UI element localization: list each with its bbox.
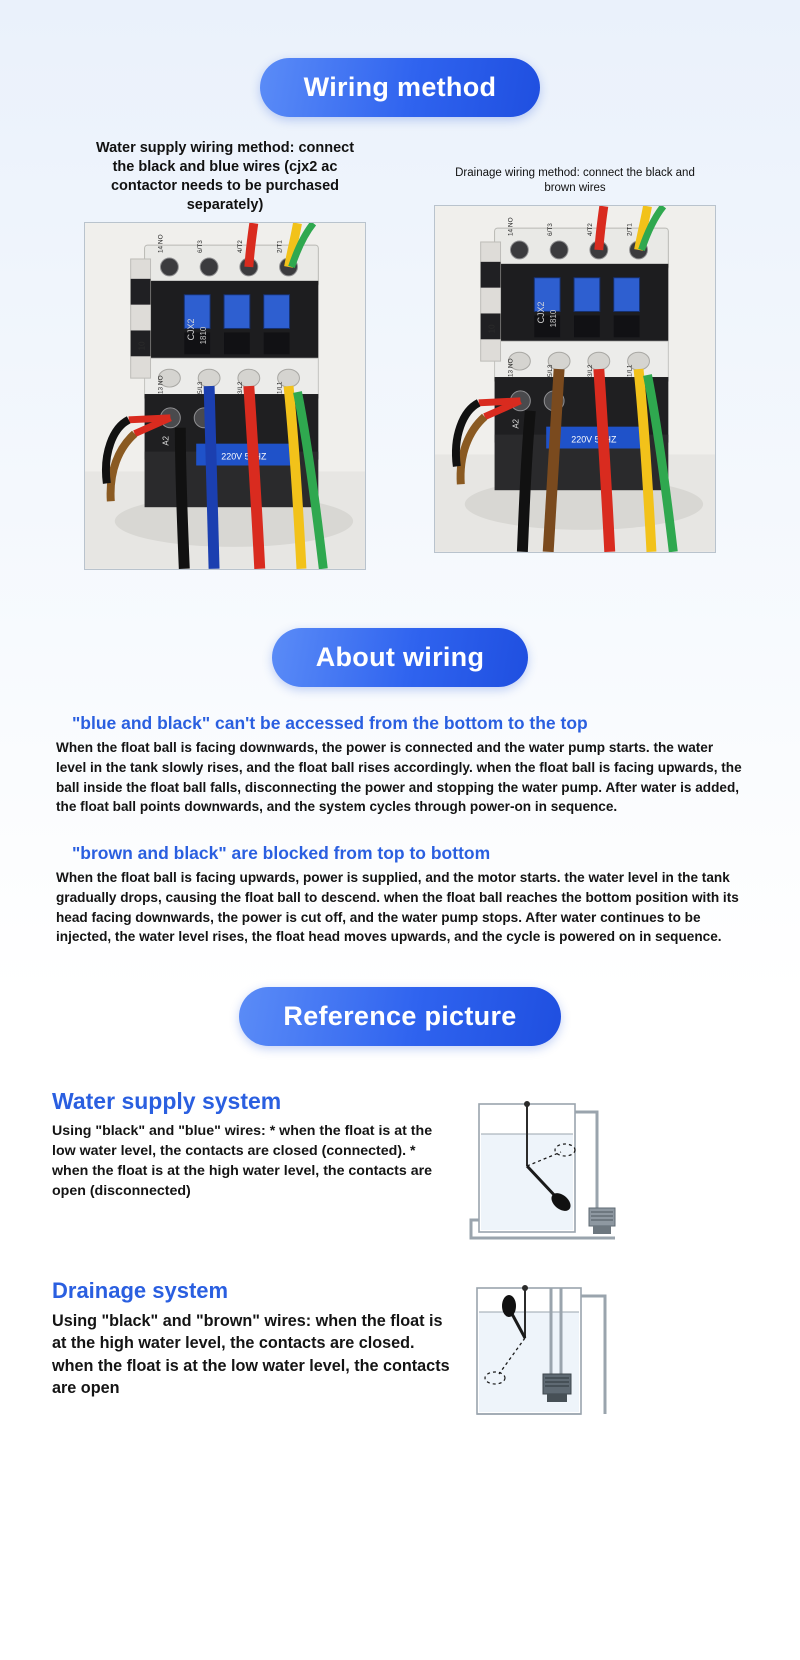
reference-heading-water-supply: Water supply system bbox=[52, 1088, 282, 1114]
wiring-photo-caption-water-supply: Water supply wiring method: connect the black and blue wires (cjx2 ac contactor needs to be purchased separately) bbox=[95, 140, 355, 213]
svg-text:1810: 1810 bbox=[199, 327, 209, 345]
about-wiring-heading-2: "brown and black" are blocked from top to bottom bbox=[72, 843, 491, 864]
reference-item-water-supply-text bbox=[50, 1088, 455, 1202]
svg-text:3/L2: 3/L2 bbox=[586, 364, 594, 378]
svg-text:13 NO: 13 NO bbox=[507, 358, 515, 378]
svg-text:CJX2: CJX2 bbox=[536, 301, 547, 324]
about-wiring-body bbox=[56, 713, 744, 947]
contactor-illustration-drainage bbox=[435, 206, 715, 552]
reference-paragraph-water-supply: Using "black" and "blue" wires: * when the float is at the low water level, the contacts are closed (connected). * when the float is at the high water level, the contacts are open (disconnected) bbox=[52, 1123, 433, 1200]
wiring-photo-water-supply bbox=[84, 222, 366, 570]
svg-text:1810: 1810 bbox=[549, 309, 559, 328]
about-wiring-block-2 bbox=[56, 843, 744, 947]
svg-text:220V 50HZ: 220V 50HZ bbox=[571, 434, 617, 445]
svg-text:4/T2: 4/T2 bbox=[586, 223, 594, 237]
svg-text:4/T2: 4/T2 bbox=[236, 240, 244, 254]
svg-text:5/L3: 5/L3 bbox=[547, 364, 555, 378]
svg-text:1/L1: 1/L1 bbox=[626, 364, 634, 378]
about-wiring-paragraph-1: When the float ball is facing downwards, the power is connected and the water pump starts. the water level in the tank slowly rises, and the float ball rises accordingly. when the float ball is facing upwards, the ball inside the float ball falls, disconnecting the power and stopping the water pump. After water is added, the float ball points downwards, and the system cycles through power-on in sequence. bbox=[56, 740, 742, 815]
about-wiring-title-wrap bbox=[0, 628, 800, 687]
about-wiring-section bbox=[0, 628, 800, 947]
about-wiring-paragraph-2: When the float ball is facing upwards, power is supplied, and the motor starts. the water level in the tank gradually drops, causing the float ball to descend. when the float ball reaches the bottom position with its head facing downwards, the power is cut off, and the water pump stops. After water continues to be injected, the water level rises, the float head moves upwards, and the cycle is powered on in sequence. bbox=[56, 870, 739, 945]
svg-text:14 NO: 14 NO bbox=[157, 234, 165, 254]
about-wiring-heading-1: "blue and black" can't be accessed from the bottom to the top bbox=[72, 713, 588, 734]
reference-picture-section bbox=[0, 987, 800, 1428]
water-supply-tank-diagram bbox=[465, 1088, 625, 1248]
drainage-tank-diagram bbox=[465, 1278, 625, 1428]
wiring-photo-caption-drainage: Drainage wiring method: connect the black and brown wires bbox=[455, 166, 695, 195]
svg-text:10: 10 bbox=[487, 324, 497, 334]
reference-item-water-supply bbox=[50, 1088, 750, 1248]
svg-text:3/L2: 3/L2 bbox=[236, 381, 244, 395]
svg-text:220V 50HZ: 220V 50HZ bbox=[221, 451, 267, 462]
wiring-photo-drainage bbox=[434, 205, 716, 553]
wiring-photo-col-water-supply bbox=[84, 139, 366, 570]
svg-text:6/T3: 6/T3 bbox=[547, 223, 555, 237]
wiring-method-section bbox=[0, 58, 800, 570]
svg-text:5/L3: 5/L3 bbox=[197, 381, 205, 395]
reference-item-drainage bbox=[50, 1278, 750, 1428]
reference-paragraph-drainage: Using "black" and "brown" wires: when the float is at the high water level, the contacts are closed. when the float is at the low water level, the contacts are open bbox=[52, 1312, 450, 1398]
reference-figure-drainage bbox=[465, 1278, 625, 1428]
reference-picture-title-wrap bbox=[0, 987, 800, 1046]
about-wiring-block-1 bbox=[56, 713, 744, 817]
svg-text:A2: A2 bbox=[511, 418, 521, 429]
wiring-method-title-wrap bbox=[0, 58, 800, 117]
svg-text:2/T1: 2/T1 bbox=[276, 240, 284, 254]
svg-text:CJX2: CJX2 bbox=[186, 318, 197, 341]
reference-picture-title: Reference picture bbox=[239, 987, 560, 1046]
svg-text:10: 10 bbox=[137, 341, 147, 351]
reference-heading-drainage: Drainage system bbox=[52, 1278, 229, 1303]
reference-figure-water-supply bbox=[465, 1088, 625, 1248]
contactor-illustration-water-supply bbox=[85, 223, 365, 569]
svg-text:6/T3: 6/T3 bbox=[197, 240, 205, 254]
svg-text:14 NO: 14 NO bbox=[507, 217, 515, 237]
wiring-method-title: Wiring method bbox=[260, 58, 541, 117]
about-wiring-title: About wiring bbox=[272, 628, 529, 687]
svg-text:A2: A2 bbox=[161, 436, 171, 447]
svg-text:13 NO: 13 NO bbox=[157, 375, 165, 395]
reference-item-drainage-text bbox=[50, 1278, 455, 1399]
wiring-photo-col-drainage bbox=[434, 139, 716, 570]
wiring-photo-row bbox=[0, 139, 800, 570]
svg-text:2/T1: 2/T1 bbox=[626, 223, 634, 237]
svg-text:1/L1: 1/L1 bbox=[276, 381, 284, 395]
